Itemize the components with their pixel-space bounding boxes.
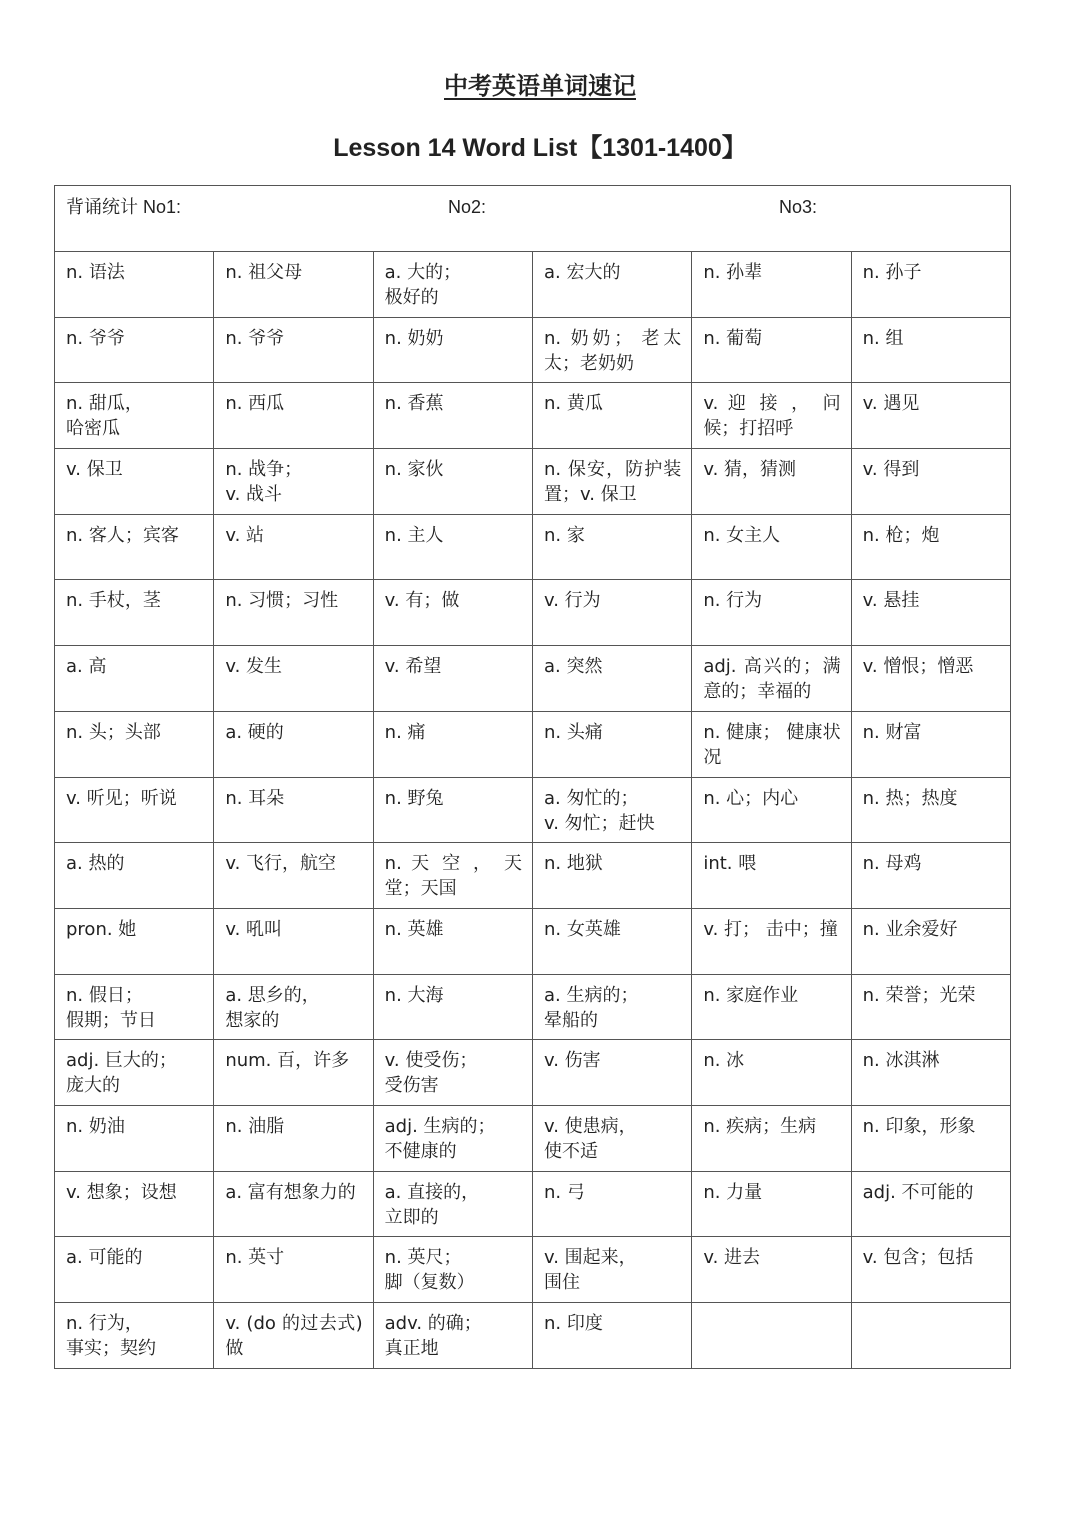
- word-cell: v. 围起来， 围住: [532, 1237, 691, 1303]
- word-cell: v. 使患病， 使不适: [532, 1105, 691, 1171]
- word-cell: [692, 1303, 851, 1369]
- word-cell: n. 头痛: [532, 711, 691, 777]
- word-cell: a. 硬的: [214, 711, 373, 777]
- word-cell: v. 听见；听说: [55, 777, 214, 843]
- table-row: [55, 252, 1011, 318]
- word-cell: v. 保卫: [55, 449, 214, 515]
- word-cell: n. 葡萄: [692, 317, 851, 383]
- word-cell: v. 伤害: [532, 1040, 691, 1106]
- word-cell: adj. 生病的； 不健康的: [373, 1105, 532, 1171]
- word-cell: v. 站: [214, 514, 373, 580]
- word-cell: n. 女英雄: [532, 908, 691, 974]
- word-cell: [851, 1303, 1010, 1369]
- word-cell: a. 突然: [532, 646, 691, 712]
- word-cell: n. 英寸: [214, 1237, 373, 1303]
- word-cell: v. 憎恨；憎恶: [851, 646, 1010, 712]
- word-cell: v. 使受伤； 受伤害: [373, 1040, 532, 1106]
- word-cell: v. 迎 接 ， 问候；打招呼: [692, 383, 851, 449]
- page-title: [0, 66, 1080, 101]
- word-cell: v. 发生: [214, 646, 373, 712]
- word-cell: v. 得到: [851, 449, 1010, 515]
- table-row: [55, 974, 1011, 1040]
- stat-no3-label: No3:: [779, 197, 818, 217]
- word-cell: n. 头；头部: [55, 711, 214, 777]
- word-cell: v. 悬挂: [851, 580, 1010, 646]
- word-cell: a. 热的: [55, 843, 214, 909]
- word-cell: n. 弓: [532, 1171, 691, 1237]
- word-cell: adj. 高兴的；满意的；幸福的: [692, 646, 851, 712]
- word-cell: n. 手杖，茎: [55, 580, 214, 646]
- word-cell: n. 冰淇淋: [851, 1040, 1010, 1106]
- word-cell: n. 热；热度: [851, 777, 1010, 843]
- word-cell: n. 奶油: [55, 1105, 214, 1171]
- word-cell: n. 疾病；生病: [692, 1105, 851, 1171]
- stat-no2-label: No2:: [448, 197, 487, 217]
- word-cell: n. 祖父母: [214, 252, 373, 318]
- word-cell: n. 战争； v. 战斗: [214, 449, 373, 515]
- table-row: [55, 1303, 1011, 1369]
- word-cell: num. 百，许多: [214, 1040, 373, 1106]
- word-cell: n. 痛: [373, 711, 532, 777]
- word-cell: n. 家庭作业: [692, 974, 851, 1040]
- word-cell: a. 大的； 极好的: [373, 252, 532, 318]
- table-row: [55, 1171, 1011, 1237]
- word-cell: v. 行为: [532, 580, 691, 646]
- word-cell: n. 假日； 假期；节日: [55, 974, 214, 1040]
- word-list-table: [54, 185, 1011, 1369]
- table-row: [55, 317, 1011, 383]
- word-cell: n. 客人；宾客: [55, 514, 214, 580]
- word-cell: v. 进去: [692, 1237, 851, 1303]
- word-cell: n. 组: [851, 317, 1010, 383]
- word-cell: n. 枪；炮: [851, 514, 1010, 580]
- word-cell: n. 健康； 健康状况: [692, 711, 851, 777]
- word-cell: v. 吼叫: [214, 908, 373, 974]
- word-cell: n. 奶奶； 老太太；老奶奶: [532, 317, 691, 383]
- word-cell: n. 爷爷: [214, 317, 373, 383]
- word-cell: v. 想象；设想: [55, 1171, 214, 1237]
- word-cell: n. 力量: [692, 1171, 851, 1237]
- stats-row: [55, 186, 1011, 252]
- table-row: [55, 514, 1011, 580]
- word-cell: n. 爷爷: [55, 317, 214, 383]
- word-cell: n. 行为: [692, 580, 851, 646]
- page-subtitle: Lesson 14 Word List【1301-1400】: [333, 134, 747, 162]
- word-cell: n. 英雄: [373, 908, 532, 974]
- word-cell: a. 高: [55, 646, 214, 712]
- word-cell: v. 猜，猜测: [692, 449, 851, 515]
- word-cell: n. 家: [532, 514, 691, 580]
- word-cell: n. 天 空 ， 天堂；天国: [373, 843, 532, 909]
- word-cell: v. 包含；包括: [851, 1237, 1010, 1303]
- word-cell: n. 油脂: [214, 1105, 373, 1171]
- stats-cell: [55, 186, 1011, 252]
- word-cell: a. 匆忙的； v. 匆忙；赶快: [532, 777, 691, 843]
- word-cell: adj. 巨大的； 庞大的: [55, 1040, 214, 1106]
- word-cell: n. 黄瓜: [532, 383, 691, 449]
- word-cell: n. 主人: [373, 514, 532, 580]
- word-cell: n. 行为， 事实；契约: [55, 1303, 214, 1369]
- word-cell: n. 孙子: [851, 252, 1010, 318]
- word-cell: a. 思乡的， 想家的: [214, 974, 373, 1040]
- word-cell: n. 保安，防护装置；v. 保卫: [532, 449, 691, 515]
- word-cell: n. 香蕉: [373, 383, 532, 449]
- word-cell: n. 印度: [532, 1303, 691, 1369]
- word-cell: adv. 的确； 真正地: [373, 1303, 532, 1369]
- word-cell: a. 直接的， 立即的: [373, 1171, 532, 1237]
- table-row: [55, 646, 1011, 712]
- word-cell: n. 母鸡: [851, 843, 1010, 909]
- stat-no1-label: 背诵统计 No1:: [66, 197, 182, 217]
- table-row: [55, 580, 1011, 646]
- word-cell: n. 奶奶: [373, 317, 532, 383]
- table-row: [55, 1105, 1011, 1171]
- word-cell: a. 宏大的: [532, 252, 691, 318]
- word-cell: v. 遇见: [851, 383, 1010, 449]
- table-row: [55, 1237, 1011, 1303]
- word-cell: n. 地狱: [532, 843, 691, 909]
- word-cell: a. 生病的； 晕船的: [532, 974, 691, 1040]
- table-row: [55, 449, 1011, 515]
- table-row: [55, 1040, 1011, 1106]
- word-cell: adj. 不可能的: [851, 1171, 1010, 1237]
- word-cell: n. 冰: [692, 1040, 851, 1106]
- word-cell: n. 甜瓜， 哈密瓜: [55, 383, 214, 449]
- table-row: [55, 711, 1011, 777]
- word-cell: n. 女主人: [692, 514, 851, 580]
- word-cell: v. 有；做: [373, 580, 532, 646]
- word-cell: a. 可能的: [55, 1237, 214, 1303]
- word-cell: n. 大海: [373, 974, 532, 1040]
- word-cell: n. 业余爱好: [851, 908, 1010, 974]
- word-cell: n. 英尺； 脚（复数）: [373, 1237, 532, 1303]
- word-cell: n. 习惯；习性: [214, 580, 373, 646]
- word-cell: n. 财富: [851, 711, 1010, 777]
- word-cell: int. 喂: [692, 843, 851, 909]
- table-row: [55, 777, 1011, 843]
- word-cell: n. 耳朵: [214, 777, 373, 843]
- table-row: [55, 383, 1011, 449]
- word-cell: v. (do 的过去式) 做: [214, 1303, 373, 1369]
- word-cell: v. 飞行，航空: [214, 843, 373, 909]
- page-title-text: 中考英语单词速记: [444, 72, 636, 100]
- word-cell: n. 孙辈: [692, 252, 851, 318]
- word-cell: n. 家伙: [373, 449, 532, 515]
- word-cell: v. 打； 击中；撞: [692, 908, 851, 974]
- word-cell: a. 富有想象力的: [214, 1171, 373, 1237]
- word-cell: n. 野兔: [373, 777, 532, 843]
- table-row: [55, 843, 1011, 909]
- table-row: [55, 908, 1011, 974]
- word-cell: v. 希望: [373, 646, 532, 712]
- word-cell: n. 西瓜: [214, 383, 373, 449]
- word-cell: n. 印象，形象: [851, 1105, 1010, 1171]
- word-cell: n. 荣誉；光荣: [851, 974, 1010, 1040]
- word-cell: n. 语法: [55, 252, 214, 318]
- word-cell: pron. 她: [55, 908, 214, 974]
- word-cell: n. 心；内心: [692, 777, 851, 843]
